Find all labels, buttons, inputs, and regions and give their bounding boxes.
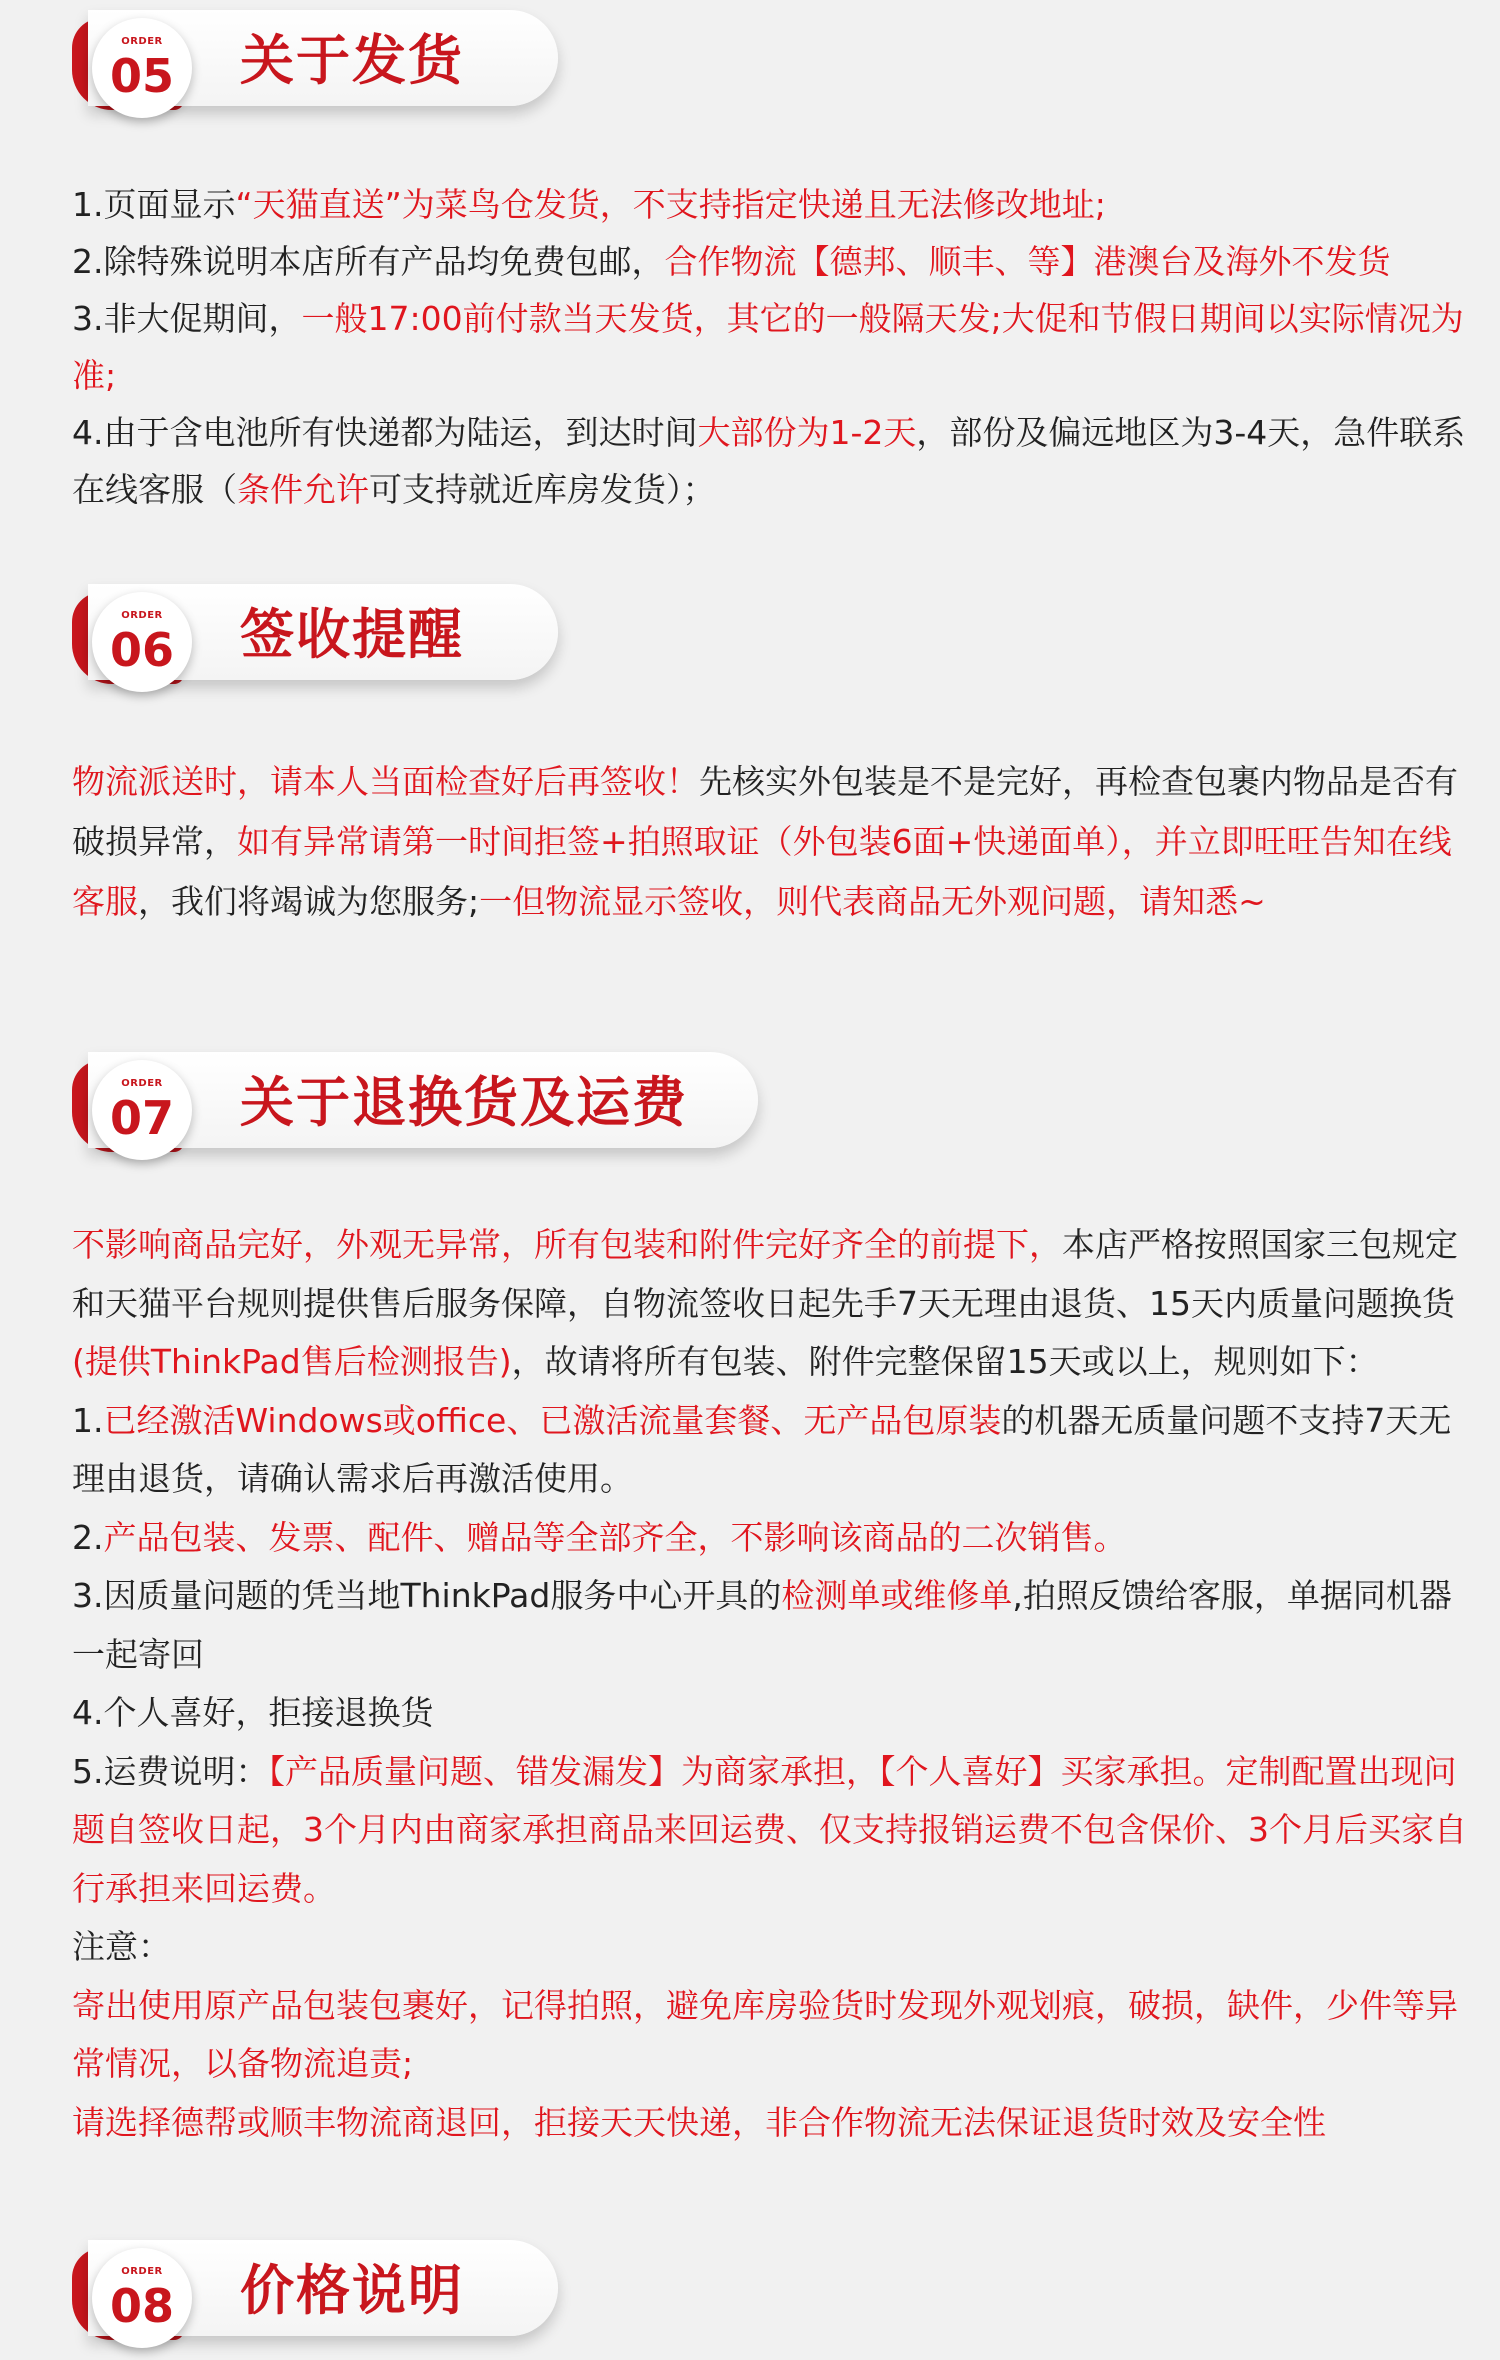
section-07-body <box>72 1216 1467 2152</box>
text-span: 2. <box>72 1517 104 1557</box>
section-05-body <box>72 176 1467 518</box>
text-span: 本店严格按照国家三包规定和天猫平台规则提供售后服务保障，自物流签收日起先手7天无理由退货、15天内质量问题换货 <box>72 1225 1458 1323</box>
highlight-span: 寄出使用原产品包装包裹好，记得拍照，避免库房验货时发现外观划痕，破损，缺件，少件等异常情况，以备物流追责; <box>72 1985 1458 2083</box>
text-span: 先核实外包装是不是完好，再检查包裹内物品是否有破损异常， <box>72 762 1458 861</box>
highlight-span: 【产品质量问题、错发漏发】为商家承担，【个人喜好】买家承担。定制配置出现问题自签收日起，3个月内由商家承担商品来回运费、仅支持报销运费不包含保价、3个月后买家自行承担来回运费。 <box>72 1751 1467 1908</box>
paragraph <box>72 1509 1467 1568</box>
order-number: 05 <box>109 49 174 103</box>
highlight-span: 合作物流【德邦、顺丰、等】港澳台及海外不发货 <box>664 242 1391 281</box>
paragraph <box>72 1743 1467 1919</box>
text-span: 4.个人喜好，拒接退换货 <box>72 1693 434 1732</box>
highlight-span: “天猫直送”为菜鸟仓发货，不支持指定快递且无法修改地址; <box>235 185 1106 224</box>
highlight-span: 已经激活Windows或office、已激活流量套餐、无产品包原装 <box>103 1400 1002 1440</box>
order-badge <box>92 592 192 692</box>
section-header <box>0 10 1500 130</box>
section-08 <box>0 2240 1500 2360</box>
text-span: 1. <box>72 1400 104 1440</box>
highlight-span: 一但物流显示签收，则代表商品无外观问题，请知悉~ <box>479 882 1266 921</box>
text-span: 可支持就近库房发货）； <box>369 470 716 509</box>
text-span: ，我们将竭诚为您服务; <box>138 882 480 921</box>
section-06-body <box>72 752 1467 932</box>
paragraph <box>72 1918 1467 1977</box>
order-badge <box>92 18 192 118</box>
text-span: ，部份及偏远地区为3-4天，急件联系在线客服（ <box>72 413 1466 509</box>
highlight-span: 产品包装、发票、配件、赠品等全部齐全，不影响该商品的二次销售。 <box>103 1517 1127 1557</box>
section-06 <box>0 584 1500 704</box>
order-label: ORDER <box>121 610 163 621</box>
paragraph <box>72 290 1467 404</box>
text-span: 5.运费说明： <box>72 1751 269 1791</box>
paragraph <box>72 1977 1467 2094</box>
section-header <box>0 1052 1500 1172</box>
section-title: 签收提醒 <box>240 603 464 666</box>
order-label: ORDER <box>121 2266 163 2277</box>
text-span: 1.页面显示 <box>72 185 236 224</box>
text-span: 3.非大促期间， <box>72 299 302 338</box>
order-number: 06 <box>109 623 174 677</box>
text-span: ，故请将所有包装、附件完整保留15天或以上，规则如下： <box>511 1342 1379 1381</box>
highlight-span: 如有异常请第一时间拒签+拍照取证（外包装6面+快递面单），并立即旺旺告知在线客服 <box>72 822 1452 921</box>
section-header <box>0 2240 1500 2360</box>
paragraph <box>72 1567 1467 1684</box>
highlight-span: 一般17:00前付款当天发货，其它的一般隔天发;大促和节假日期间以实际情况为准; <box>72 299 1464 395</box>
paragraph <box>72 1392 1467 1509</box>
section-title: 关于退换货及运费 <box>240 1071 688 1134</box>
paragraph <box>72 1216 1467 1392</box>
section-05 <box>0 10 1500 130</box>
section-07 <box>0 1052 1500 1172</box>
order-badge <box>92 2248 192 2348</box>
highlight-span: 检测单或维修单 <box>781 1576 1013 1615</box>
text-span: ,拍照反馈给客服，单据同机器一起寄回 <box>72 1576 1452 1674</box>
text-span: 的机器无质量问题不支持7天无理由退货，请确认需求后再激活使用。 <box>72 1400 1452 1498</box>
highlight-span: 大部份为1-2天 <box>697 413 917 452</box>
paragraph <box>72 2094 1467 2153</box>
highlight-span: 条件允许 <box>237 470 369 509</box>
order-badge <box>92 1060 192 1160</box>
highlight-span: (提供ThinkPad售后检测报告) <box>72 1342 512 1381</box>
text-span: 4.由于含电池所有快递都为陆运，到达时间 <box>72 413 698 452</box>
paragraph <box>72 404 1467 518</box>
paragraph <box>72 176 1467 233</box>
section-header <box>0 584 1500 704</box>
paragraph <box>72 1684 1467 1743</box>
section-title: 价格说明 <box>240 2259 464 2322</box>
highlight-span: 物流派送时，请本人当面检查好后再签收！ <box>72 762 699 801</box>
order-number: 08 <box>109 2279 174 2333</box>
order-label: ORDER <box>121 36 163 47</box>
section-title: 关于发货 <box>240 29 464 92</box>
order-label: ORDER <box>121 1078 163 1089</box>
text-span: 注意： <box>72 1927 171 1966</box>
paragraph <box>72 233 1467 290</box>
highlight-span: 请选择德帮或顺丰物流商退回，拒接天天快递，非合作物流无法保证退货时效及安全性 <box>72 2102 1326 2142</box>
order-number: 07 <box>109 1091 174 1145</box>
paragraph <box>72 752 1467 932</box>
text-span: 3.因质量问题的凭当地ThinkPad服务中心开具的 <box>72 1576 782 1615</box>
highlight-span: 不影响商品完好，外观无异常，所有包装和附件完好齐全的前提下， <box>72 1225 1062 1264</box>
text-span: 2.除特殊说明本店所有产品均免费包邮， <box>72 242 665 281</box>
